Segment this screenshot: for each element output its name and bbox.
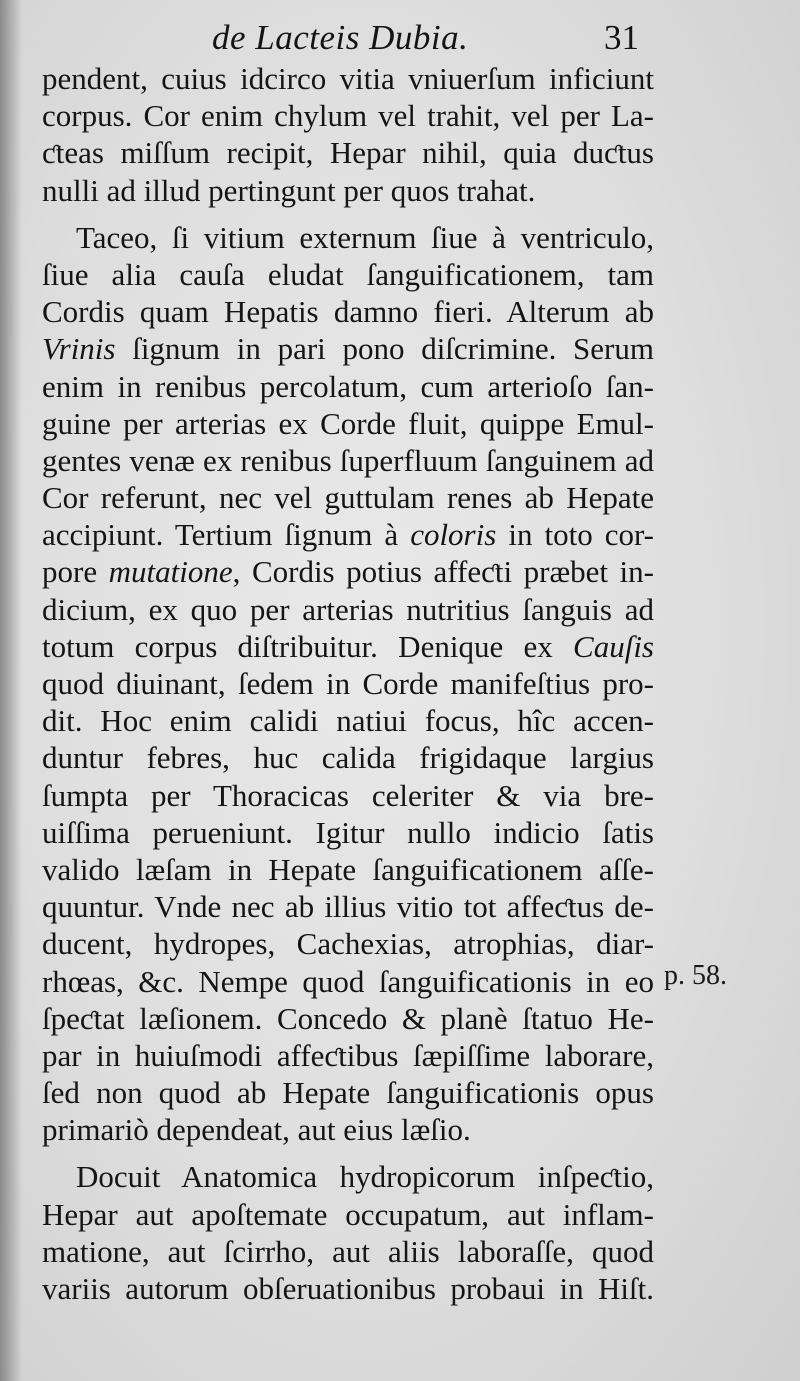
text-segment: matione, aut ſcirrho, aut aliis laboraſſe, quod <box>42 1233 654 1269</box>
text-line <box>42 60 654 97</box>
page-edge-shadow <box>0 0 22 1381</box>
text-line <box>42 368 654 405</box>
text-line <box>42 888 654 925</box>
text-segment: Cordis quam Hepatis damno fieri. Alterum ab <box>42 294 654 330</box>
text-segment: , Cordis potius affeƈti præbet in- <box>232 554 654 590</box>
text-line <box>42 1074 654 1111</box>
italic-term: Cauſis <box>573 628 654 664</box>
text-segment: variis autorum obſeruationibus probaui in Hiſt. <box>42 1271 654 1306</box>
text-line <box>42 172 654 209</box>
text-line <box>42 1158 654 1195</box>
page-number: 31 <box>604 18 639 57</box>
text-line <box>42 1196 654 1233</box>
text-line <box>42 134 654 171</box>
text-segment: rhœas, &c. Nempe quod ſanguificationis in eo <box>42 963 654 999</box>
text-segment: ſpeƈtat læſionem. Concedo & planè ſtatuo He- <box>42 1000 654 1036</box>
text-line <box>42 256 654 293</box>
text-segment: accipiunt. Tertium ſignum à <box>42 517 411 553</box>
text-line <box>42 553 654 590</box>
text-line <box>42 1233 654 1270</box>
text-line <box>42 1037 654 1074</box>
text-segment: ƈteas miſſum recipit, Hepar nihil, quia duƈtus <box>42 135 654 171</box>
text-line <box>42 516 654 553</box>
text-segment: Docuit Anatomica hydropicorum inſpeƈtio, <box>76 1159 654 1195</box>
text-segment: dit. Hoc enim calidi natiui focus, hîc accen- <box>42 703 654 739</box>
text-segment: ſignum in pari pono diſcrimine. Serum <box>115 331 654 367</box>
text-line <box>42 405 654 442</box>
text-segment: ducent, hydropes, Cachexias, atrophias, diar- <box>42 926 654 962</box>
text-line <box>42 628 654 665</box>
text-segment: ſiue alia cauſa eludat ſanguificationem, tam <box>42 256 654 292</box>
text-line <box>42 1000 654 1037</box>
text-line <box>42 1111 654 1148</box>
text-segment: ſed non quod ab Hepate ſanguificationis opus <box>42 1075 654 1111</box>
text-line <box>42 591 654 628</box>
text-segment: nulli ad illud pertingunt per quos trahat. <box>42 172 536 208</box>
text-segment: uiſſima perueniunt. Igitur nullo indicio ſatis <box>42 814 654 850</box>
text-segment: guine per arterias ex Corde fluit, quippe Emul- <box>42 405 654 441</box>
text-segment: quod diuinant, ſedem in Corde manifeſtius pro- <box>42 666 654 701</box>
text-line <box>42 293 654 330</box>
text-segment: valido læſam in Hepate ſanguificationem aſſe- <box>42 851 654 887</box>
text-segment: primariò dependeat, aut eius læſio. <box>42 1112 471 1148</box>
italic-term: coloris <box>410 517 497 553</box>
text-segment: enim in renibus percolatum, cum arterioſo ſan- <box>42 368 654 404</box>
text-segment: gentes venæ ex renibus ſuperfluum ſanguinem ad <box>42 442 654 478</box>
text-line <box>42 1270 654 1307</box>
text-line <box>42 702 654 739</box>
text-segment: Taceo, ſi vitium externum ſiue à ventriculo, <box>76 219 654 255</box>
text-segment: quuntur. Vnde nec ab illius vitio tot affeƈtus de- <box>42 889 654 925</box>
text-line <box>42 851 654 888</box>
margin-note: p. 58. <box>664 960 727 991</box>
text-line <box>42 777 654 814</box>
body-text <box>42 60 654 1307</box>
text-segment: par in huiuſmodi affeƈtibus ſæpiſſime laborare, <box>42 1037 654 1073</box>
text-segment: in toto cor- <box>496 517 654 553</box>
text-line <box>42 442 654 479</box>
text-segment: pore <box>42 554 109 590</box>
italic-term: Vrinis <box>42 331 116 367</box>
italic-term: mutatione <box>108 554 233 590</box>
text-segment: duntur febres, huc calida frigidaque largius <box>42 740 654 776</box>
text-line <box>42 665 654 702</box>
text-segment: ſumpta per Thoracicas celeriter & via bre- <box>42 777 654 813</box>
text-line <box>42 97 654 134</box>
text-segment: corpus. Cor enim chylum vel trahit, vel per La- <box>42 98 654 134</box>
text-segment: totum corpus diſtribuitur. Denique ex <box>42 628 574 664</box>
text-line <box>42 739 654 776</box>
text-line <box>42 330 654 367</box>
text-line <box>42 219 654 256</box>
text-line <box>42 925 654 962</box>
text-segment: dicium, ex quo per arterias nutritius ſanguis ad <box>42 591 654 627</box>
text-segment: pendent, cuius idcirco vitia vniuerſum inficiunt <box>42 61 654 96</box>
page-header <box>0 14 800 66</box>
text-line <box>42 963 654 1000</box>
text-line <box>42 814 654 851</box>
running-head: de Lacteis Dubia. <box>212 18 469 57</box>
text-segment: Hepar aut apoſtemate occupatum, aut inflam- <box>42 1196 654 1232</box>
text-line <box>42 479 654 516</box>
text-segment: Cor referunt, nec vel guttulam renes ab Hepate <box>42 480 654 516</box>
